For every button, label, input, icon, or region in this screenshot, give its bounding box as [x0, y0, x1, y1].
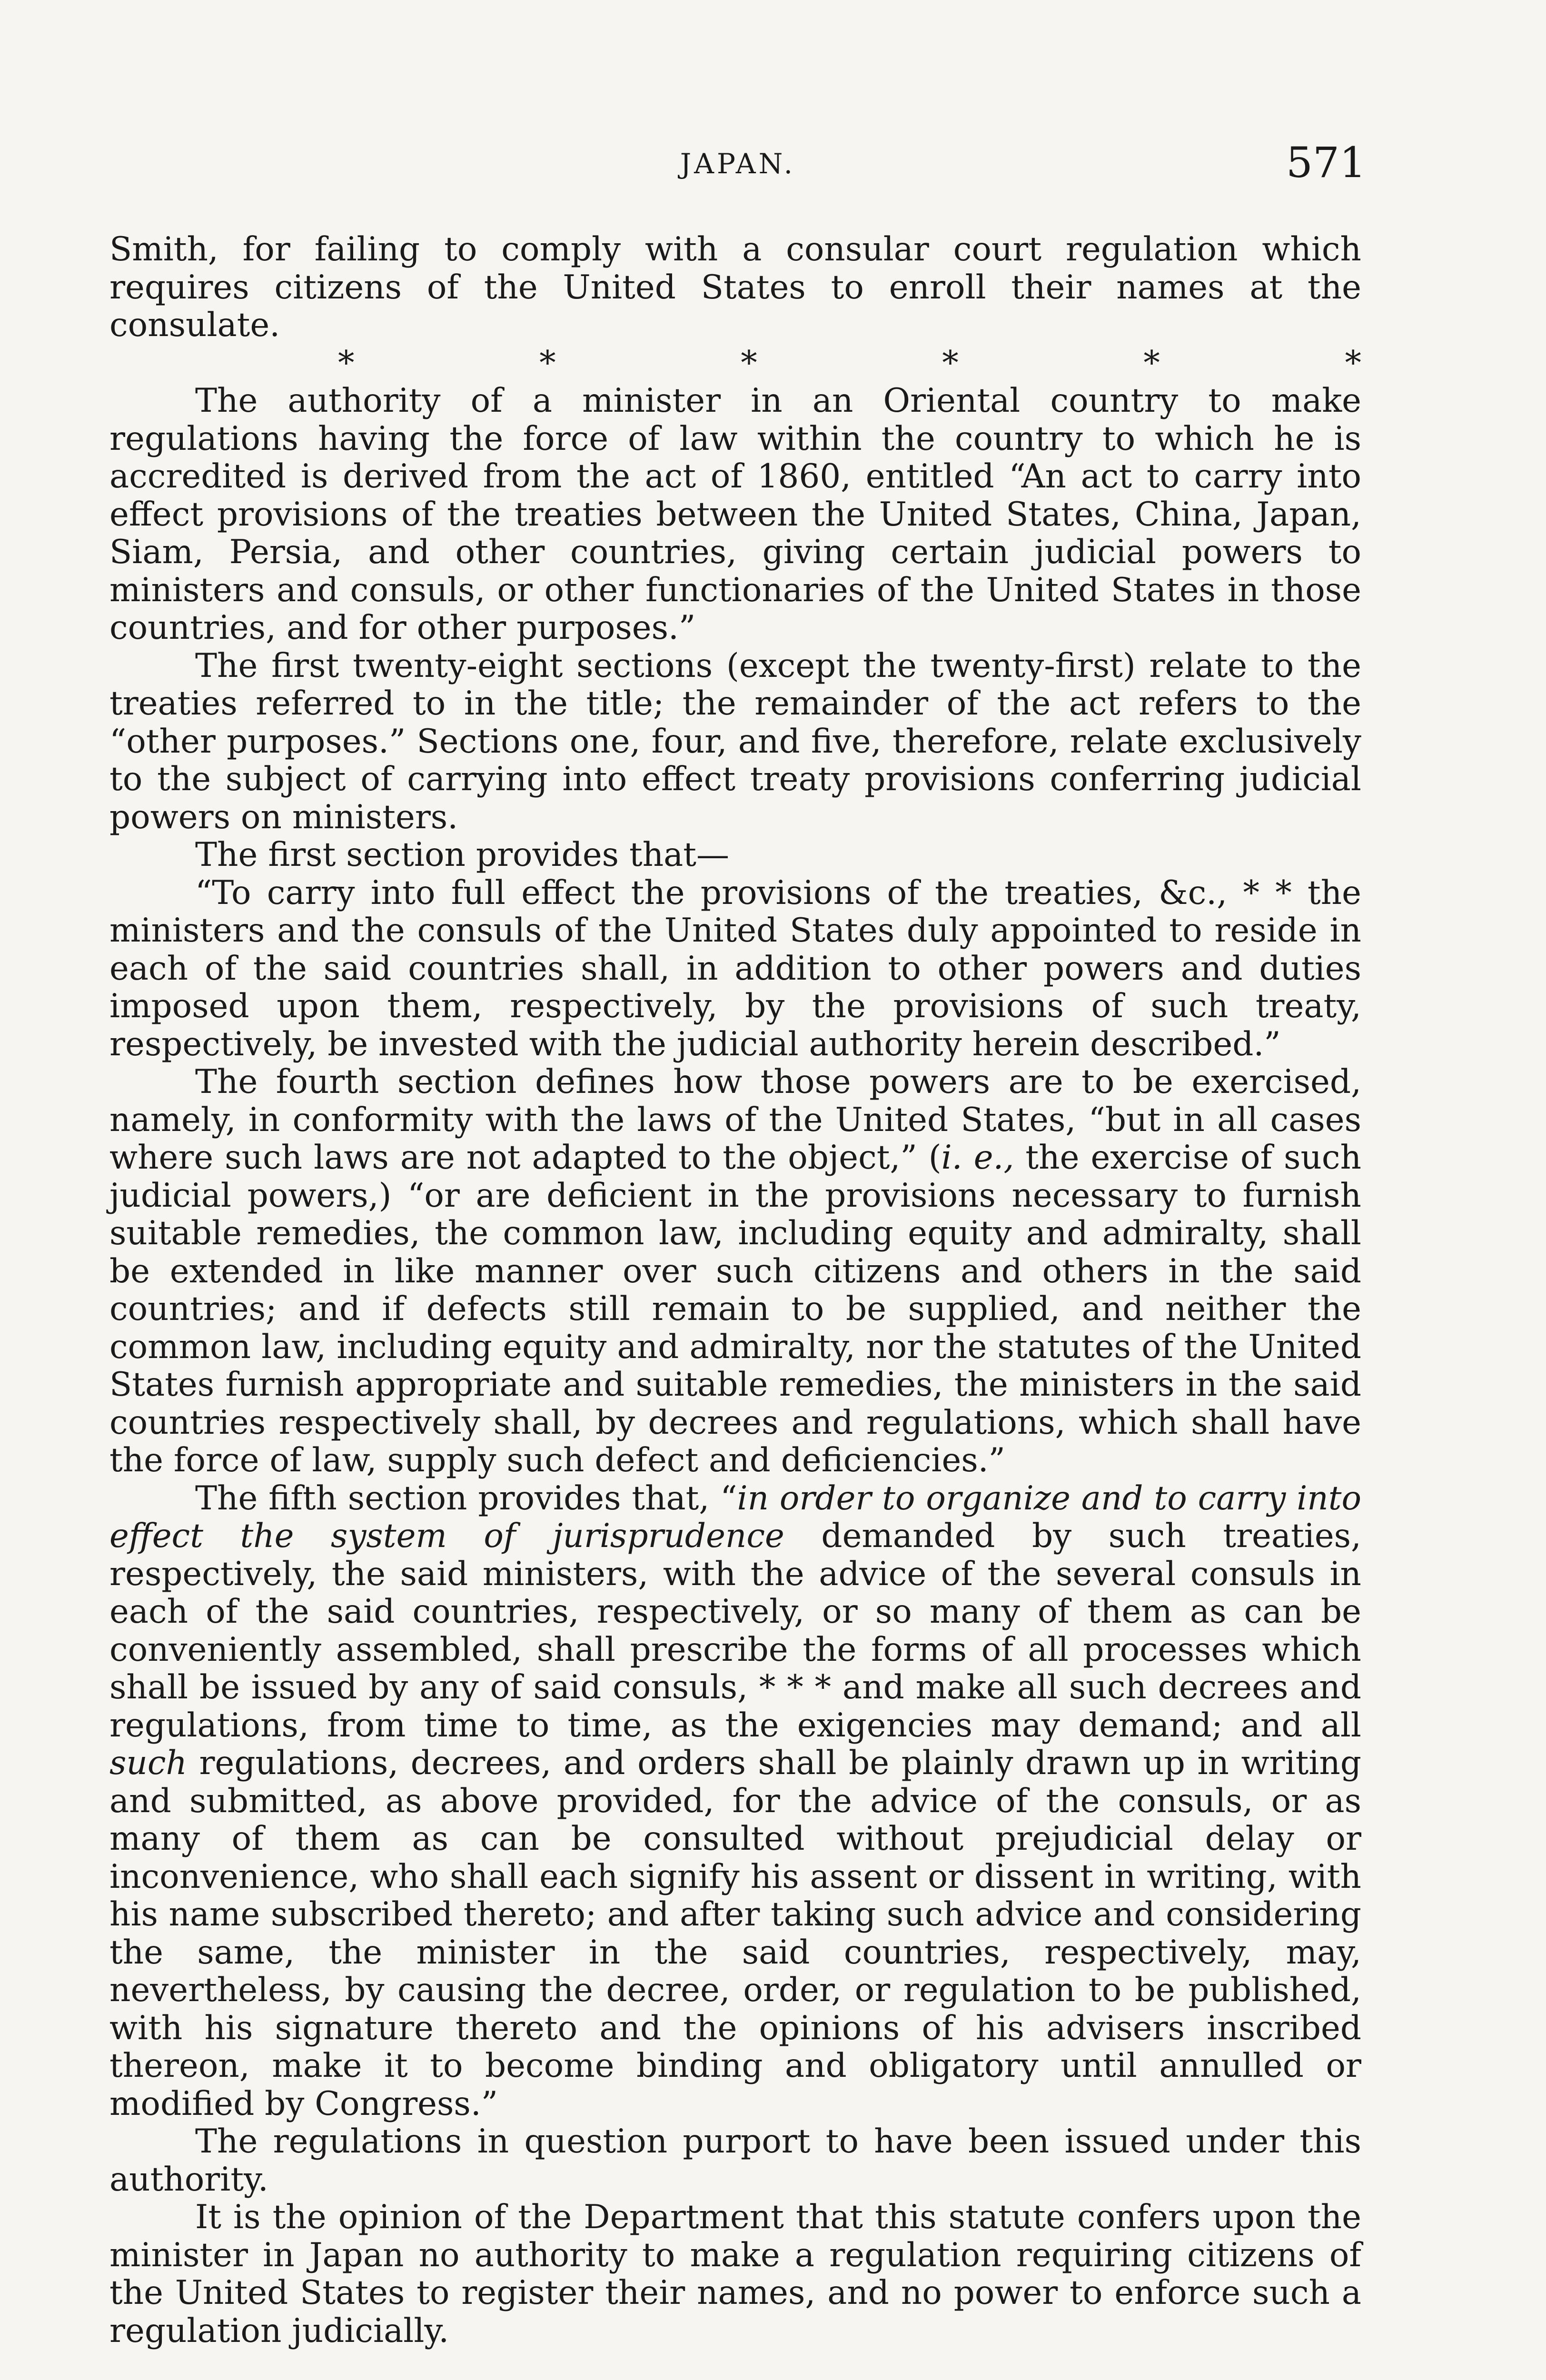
paragraph-1-text: Smith, for failing to comply with a consular court regulation which requires citizens of the United States to enroll their names at the consulate. — [109, 230, 1361, 344]
paragraph-9: It is the opinion of the Department that this statute confers upon the minister in Japan no authority to make a regulation requiring citizens of the United States to register their names, and no power to enforce such a regulation judicially. — [109, 2198, 1361, 2350]
star-1: * — [338, 344, 355, 382]
paragraph-6-italic: i. e., — [941, 1139, 1014, 1177]
paragraph-6 — [109, 1063, 1361, 1480]
paragraph-7-text-a: The fifth section provides that, “ — [195, 1479, 737, 1517]
paragraph-7-text-b: demanded by such treaties, respectively, the said ministers, with the advice of the several consuls in each of the said countries, respectively, or so many of them as can be conveniently assembled, shall prescribe the forms of all processes which shall be issued by any of said consuls, * * * and make all such decrees and regulations, from time to time, as the exigencies may demand; and all — [109, 1517, 1361, 1745]
body-text — [109, 231, 1361, 2350]
star-3: * — [741, 344, 757, 382]
running-head: JAPAN. — [680, 148, 796, 180]
paragraph-7 — [109, 1480, 1361, 2123]
ellipsis-stars — [109, 345, 1361, 383]
quotation-paragraph: “To carry into full effect the provisions of the treaties, &c., * * the ministers and the consuls of the United States duly appointed to reside in each of the said countries shall, in addition to other powers and duties imposed upon them, respectively, by the provisions of such treaty, respectively, be invested with the judicial authority herein described.” — [109, 873, 1361, 1063]
paragraph-7-italic-such: such — [109, 1744, 187, 1782]
paragraph-6-text-b: the exercise of such judicial powers,) “or are deficient in the provisions necessary to furnish suitable remedies, the common law, including equity and admiralty, shall be extended in like manner over such citizens and others in the said countries; and if defects still remain to be supplied, and neither the common law, including equity and admiralty, nor the statutes of the United States furnish appropriate and suitable remedies, the ministers in the said countries respectively shall, by decrees and regulations, which shall have the force of law, supply such defect and deficiencies.” — [109, 1139, 1362, 1479]
paragraph-7-italic-phrase: in order to organize and to carry into effect the system of jurisprudence — [109, 1479, 1362, 1555]
page-number: 571 — [1286, 138, 1366, 187]
paragraph-8: The regulations in question purport to have been issued under this authority. — [109, 2122, 1361, 2199]
star-4: * — [942, 344, 959, 382]
page-header — [109, 138, 1366, 195]
paragraph-7-text-c: regulations, decrees, and orders shall be plainly drawn up in writing and submitted, as above provided, for the advice of the consuls, or as many of them as can be consulted without prejudicial delay or inconvenience, who shall each signify his assent or dissent in writing, with his name subscribed thereto; and after taking such advice and considering the same, the minister in the said countries, respectively, may, nevertheless, by causing the decree, order, or regulation to be published, with his signature thereto and the opinions of his advisers inscribed thereon, make it to become binding and obligatory until annulled or modified by Congress.” — [109, 1744, 1361, 2123]
paragraph-2: The authority of a minister in an Oriental country to make regulations having the force of law within the country to which he is accredited is derived from the act of 1860, entitled “An act to carry into effect provisions of the treaties between the United States, China, Japan, Siam, Persia, and other countries, giving certain judicial powers to ministers and consuls, or other functionaries of the United States in those countries, and for other purposes.” — [109, 382, 1361, 647]
star-2: * — [539, 344, 556, 382]
star-6: * — [1345, 344, 1361, 382]
paragraph-4: The first section provides that— — [195, 836, 730, 874]
paragraph-6-text-a: The fourth section defines how those powers are to be exercised, namely, in conformity with the laws of the United States, “but in all cases where such laws are not adapted to the object,” ( — [109, 1063, 1361, 1177]
star-5: * — [1143, 344, 1160, 382]
paragraph-3: The first twenty-eight sections (except the twenty-first) relate to the treaties referred to in the title; the remainder of the act refers to the “other purposes.” Sections one, four, and five, therefore, relate exclusively to the subject of carrying into effect treaty provisions conferring judicial powers on ministers. — [109, 646, 1361, 836]
paragraph-1 — [109, 231, 1361, 345]
